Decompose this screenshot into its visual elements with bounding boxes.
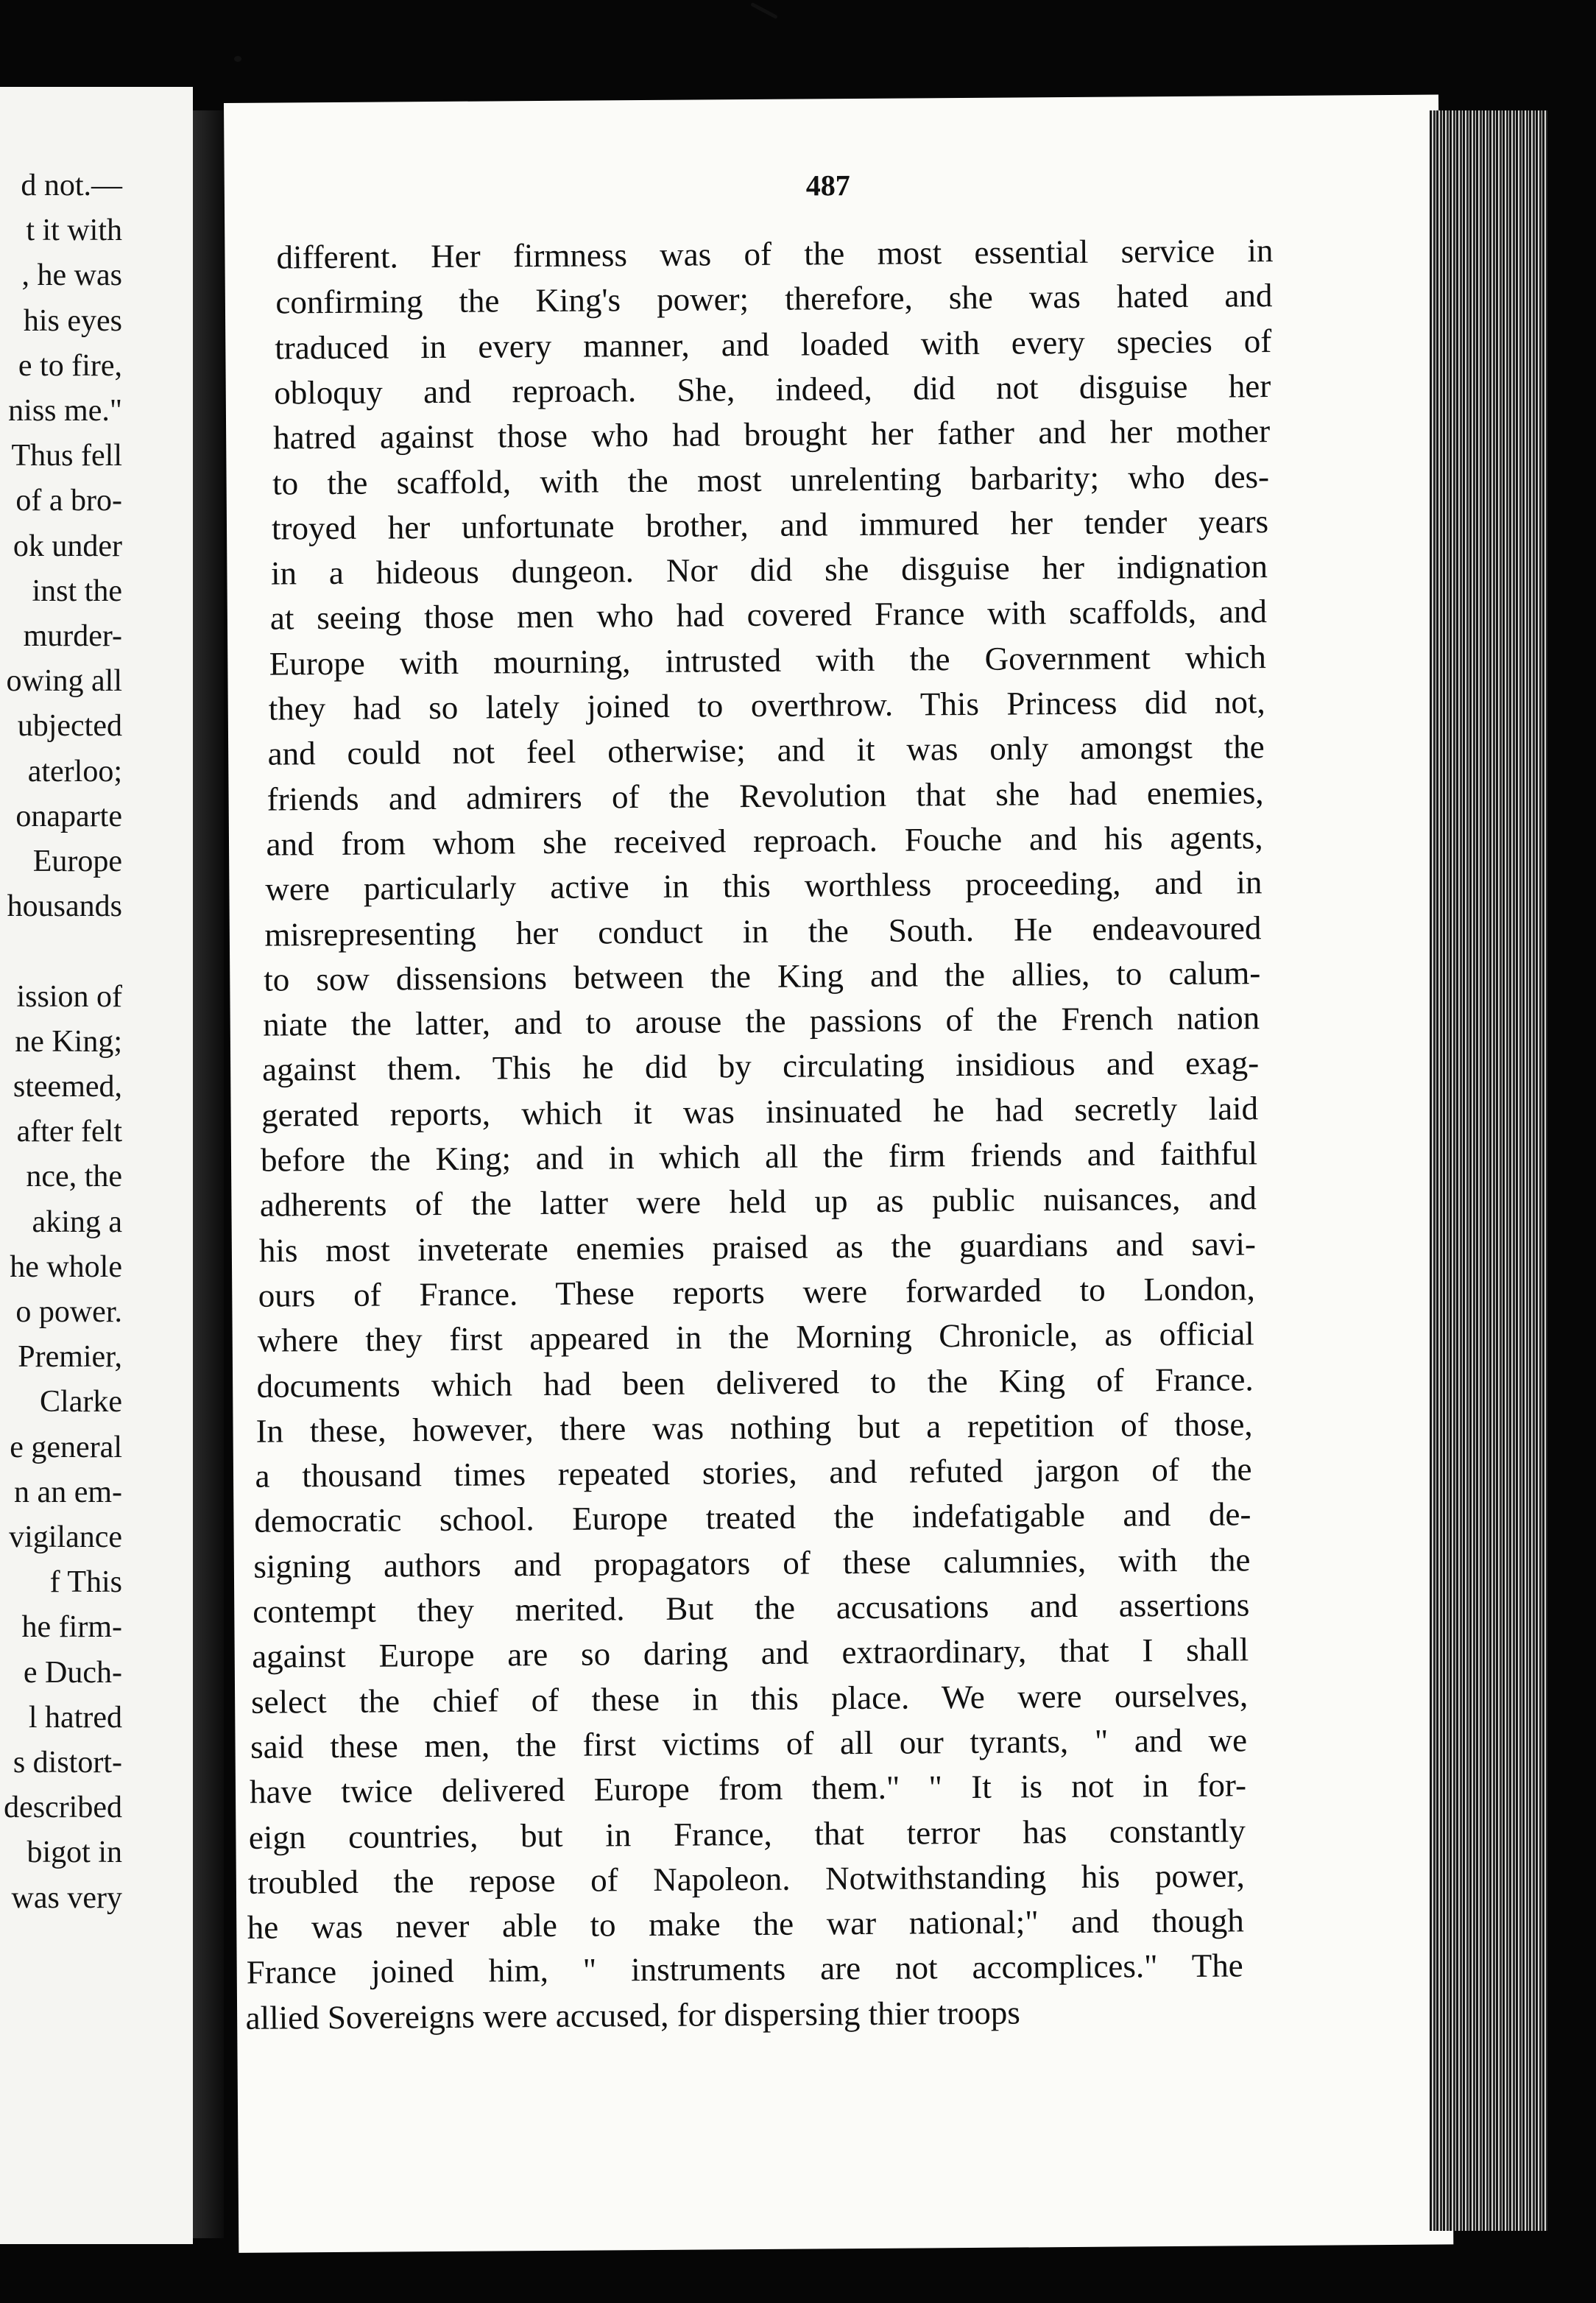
left-page-line: nce, the	[26, 1160, 122, 1194]
text-line: Europe with mourning, intrusted with the Government which	[269, 638, 1266, 683]
left-page-line: ission of	[16, 979, 122, 1014]
text-line: have twice delivered Europe from them." " It is not in for-	[249, 1766, 1247, 1810]
left-page-line: s distort-	[13, 1746, 122, 1780]
left-page-line: housands	[7, 889, 122, 924]
text-line: his most inveterate enemies praised as the guardians and savi-	[258, 1224, 1257, 1269]
text-line: in a hideous dungeon. Nor did she disguise her indignation	[270, 548, 1268, 592]
right-page	[224, 94, 1453, 2252]
left-page-line: owing all	[6, 664, 122, 699]
text-line: In these, however, there was nothing but a repetition of those,	[255, 1406, 1253, 1450]
left-page-line: ne King;	[15, 1024, 122, 1059]
left-page-line: niss me."	[8, 394, 122, 428]
left-page-line: described	[4, 1791, 122, 1825]
text-line: eign countries, but in France, that terror has constantly	[248, 1811, 1246, 1856]
text-line: gerated reports, which it was insinuated he had secretly laid	[261, 1089, 1259, 1134]
text-line: democratic school. Europe treated the indefatigable and de-	[254, 1495, 1251, 1540]
left-page-line: Thus fell	[11, 439, 122, 473]
left-page-line: Clarke	[40, 1385, 122, 1419]
text-line: allied Sovereigns were accused, for dispersing thier troops	[245, 1994, 1020, 2036]
left-page-line: n an em-	[14, 1475, 122, 1509]
text-line: different. Her firmness was of the most essential service in	[276, 232, 1274, 276]
left-page-line: ubjected	[17, 709, 122, 744]
left-page-fragment	[0, 87, 193, 2244]
text-line: to sow dissensions between the King and the allies, to calum-	[264, 953, 1261, 998]
text-line: and could not feel otherwise; and it was only amongst the	[267, 728, 1265, 772]
text-line: a thousand times repeated stories, and refuted jargon of the	[255, 1450, 1252, 1495]
text-line: hatred against those who had brought her father and her mother	[273, 412, 1271, 456]
left-page-line: was very	[11, 1880, 122, 1915]
text-line: against them. This he did by circulating insidious and exag-	[261, 1044, 1260, 1089]
text-line: select the chief of these in this place. We were ourselves,	[250, 1676, 1249, 1721]
left-page-line: l hatred	[28, 1700, 122, 1735]
page-number: 487	[805, 169, 850, 202]
text-line: contempt they merited. But the accusations and assertions	[253, 1586, 1250, 1630]
text-line: confirming the King's power; therefore, she was hated and	[275, 277, 1273, 321]
left-page-line: his eyes	[23, 303, 122, 338]
text-line: adherents of the latter were held up as public nuisances, and	[259, 1179, 1257, 1224]
text-line: where they first appeared in the Morning Chronicle, as official	[257, 1315, 1254, 1359]
left-page-line: aterloo;	[27, 754, 122, 789]
left-page-line: f This	[49, 1565, 122, 1600]
text-line: obloquy and reproach. She, indeed, did not disguise her	[274, 367, 1271, 412]
left-page-line: d not.—	[21, 169, 122, 202]
text-line: France joined him, " instruments are not accomplices." The	[246, 1947, 1243, 1992]
text-line: troubled the repose of Napoleon. Notwithstanding his power,	[247, 1857, 1246, 1901]
body-text	[224, 94, 1453, 2252]
text-line: traduced in every manner, and loaded with every species of	[275, 322, 1272, 367]
book-gutter	[193, 110, 224, 2238]
left-page-line: he whole	[10, 1249, 122, 1284]
text-line: and from whom she received reproach. Fouche and his agents,	[266, 819, 1263, 863]
left-page-line: Premier,	[18, 1340, 122, 1375]
left-page-line: of a bro-	[15, 484, 122, 518]
text-line: misrepresenting her conduct in the South. He endeavoured	[264, 909, 1262, 953]
text-line: niate the latter, and to arouse the passions of the French nation	[263, 999, 1260, 1043]
left-page-line: o power.	[15, 1295, 122, 1329]
left-page-line: aking a	[32, 1205, 122, 1239]
scan-speck	[750, 2, 778, 19]
text-line: troyed her unfortunate brother, and immured her tender years	[271, 502, 1269, 547]
left-page-line: ok under	[13, 529, 122, 563]
text-line: he was never able to make the war national;" and though	[247, 1902, 1244, 1946]
text-line: against Europe are so daring and extraordinary, that I shall	[252, 1631, 1249, 1676]
left-page-line: inst the	[32, 574, 122, 608]
page-edges	[1430, 110, 1547, 2231]
left-page-line: after felt	[16, 1115, 122, 1149]
text-line: before the King; and in which all the firm friends and faithful	[260, 1135, 1258, 1179]
left-page-line: bigot in	[27, 1835, 122, 1870]
text-line: friends and admirers of the Revolution that she had enemies,	[266, 773, 1264, 818]
left-page-line: t it with	[26, 214, 122, 248]
text-line: were particularly active in this worthless proceeding, and in	[265, 864, 1263, 908]
left-page-line: vigilance	[9, 1520, 122, 1554]
left-page-line: e Duch-	[23, 1655, 122, 1690]
text-line: they had so lately joined to overthrow. This Princess did not,	[268, 683, 1265, 727]
left-page-line: e to fire,	[18, 348, 122, 383]
text-line: at seeing those men who had covered France with scaffolds, and	[269, 593, 1268, 637]
left-page-line: steemed,	[13, 1070, 122, 1104]
left-page-line: , he was	[21, 258, 122, 293]
left-page-line: murder-	[23, 619, 122, 653]
text-line: documents which had been delivered to the King of France.	[256, 1360, 1254, 1405]
text-line: signing authors and propagators of these calumnies, with the	[253, 1541, 1251, 1585]
scan-speck	[234, 56, 241, 62]
left-page-line: Europe	[32, 844, 122, 878]
text-line: ours of France. These reports were forwarded to London,	[258, 1270, 1255, 1314]
text-line: said these men, the first victims of all our tyrants, " and we	[250, 1721, 1248, 1766]
left-page-line: onaparte	[15, 799, 122, 833]
left-page-line: e general	[10, 1430, 122, 1464]
text-line: to the scaffold, with the most unrelenting barbarity; who des-	[272, 457, 1270, 502]
left-page-line: he firm-	[21, 1610, 122, 1645]
